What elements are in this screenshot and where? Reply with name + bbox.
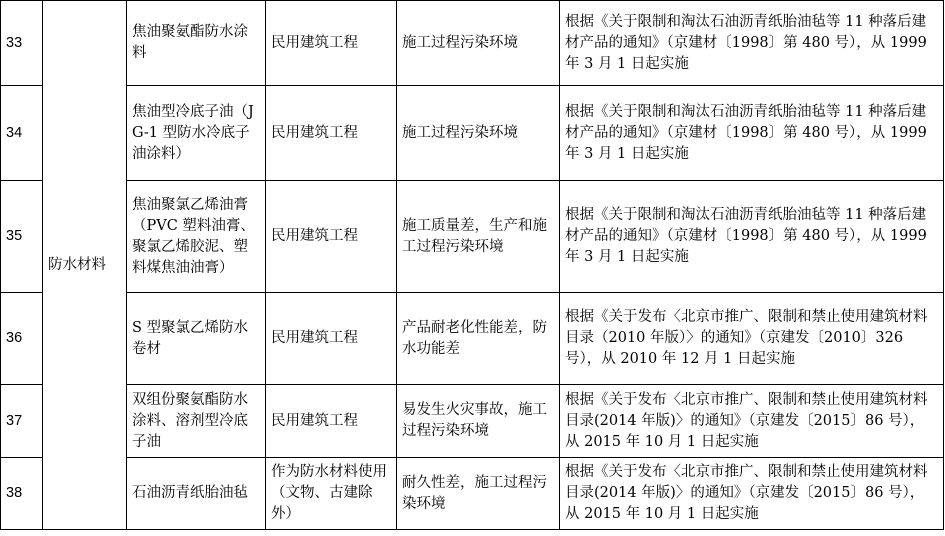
row-number: 37	[1, 385, 43, 458]
category-cell: 防水材料	[43, 1, 127, 530]
usage-scope: 作为防水材料使用（文物、古建除外）	[266, 458, 397, 530]
row-number: 38	[1, 458, 43, 530]
restriction-reason: 施工过程污染环境	[397, 1, 560, 86]
table-row	[1, 293, 944, 385]
row-number: 36	[1, 293, 43, 385]
restriction-reason: 产品耐老化性能差，防水功能差	[397, 293, 560, 385]
product-name: 焦油型冷底子油（JG-1 型防水冷底子油涂料）	[127, 86, 266, 181]
usage-scope: 民用建筑工程	[266, 86, 397, 181]
restriction-reason: 施工质量差，生产和施工过程污染环境	[397, 181, 560, 293]
regulation-basis: 根据《关于发布〈北京市推广、限制和禁止使用建筑材料目录(2014 年版)〉的通知》（京建发〔2015〕86 号），从 2015 年 10 月 1 日起实施	[560, 385, 944, 458]
usage-scope: 民用建筑工程	[266, 293, 397, 385]
row-number: 33	[1, 1, 43, 86]
row-number: 34	[1, 86, 43, 181]
table-row	[1, 1, 944, 86]
table-row	[1, 181, 944, 293]
regulation-basis: 根据《关于发布〈北京市推广、限制和禁止使用建筑材料目录（2010 年版）〉的通知》（京建发〔2010〕326 号），从 2010 年 12 月 1 日起实施	[560, 293, 944, 385]
product-name: 焦油聚氨酯防水涂料	[127, 1, 266, 86]
regulation-basis: 根据《关于限制和淘汰石油沥青纸胎油毡等 11 种落后建材产品的通知》（京建材〔1998〕第 480 号），从 1999 年 3 月 1 日起实施	[560, 1, 944, 86]
restriction-reason: 施工过程污染环境	[397, 86, 560, 181]
row-number: 35	[1, 181, 43, 293]
regulation-basis: 根据《关于限制和淘汰石油沥青纸胎油毡等 11 种落后建材产品的通知》（京建材〔1998〕第 480 号），从 1999 年 3 月 1 日起实施	[560, 181, 944, 293]
usage-scope: 民用建筑工程	[266, 1, 397, 86]
restriction-reason: 耐久性差，施工过程污染环境	[397, 458, 560, 530]
table-row	[1, 86, 944, 181]
usage-scope: 民用建筑工程	[266, 385, 397, 458]
regulation-basis: 根据《关于限制和淘汰石油沥青纸胎油毡等 11 种落后建材产品的通知》（京建材〔1998〕第 480 号），从 1999 年 3 月 1 日起实施	[560, 86, 944, 181]
restriction-reason: 易发生火灾事故，施工过程污染环境	[397, 385, 560, 458]
product-name: S 型聚氯乙烯防水卷材	[127, 293, 266, 385]
usage-scope: 民用建筑工程	[266, 181, 397, 293]
product-name: 焦油聚氯乙烯油膏（PVC 塑料油膏、聚氯乙烯胶泥、塑料煤焦油油膏）	[127, 181, 266, 293]
regulation-basis: 根据《关于发布〈北京市推广、限制和禁止使用建筑材料目录(2014 年版)〉的通知》（京建发〔2015〕86 号），从 2015 年 10 月 1 日起实施	[560, 458, 944, 530]
table-row	[1, 458, 944, 530]
table-row	[1, 385, 944, 458]
product-name: 石油沥青纸胎油毡	[127, 458, 266, 530]
product-name: 双组份聚氨酯防水涂料、溶剂型冷底子油	[127, 385, 266, 458]
